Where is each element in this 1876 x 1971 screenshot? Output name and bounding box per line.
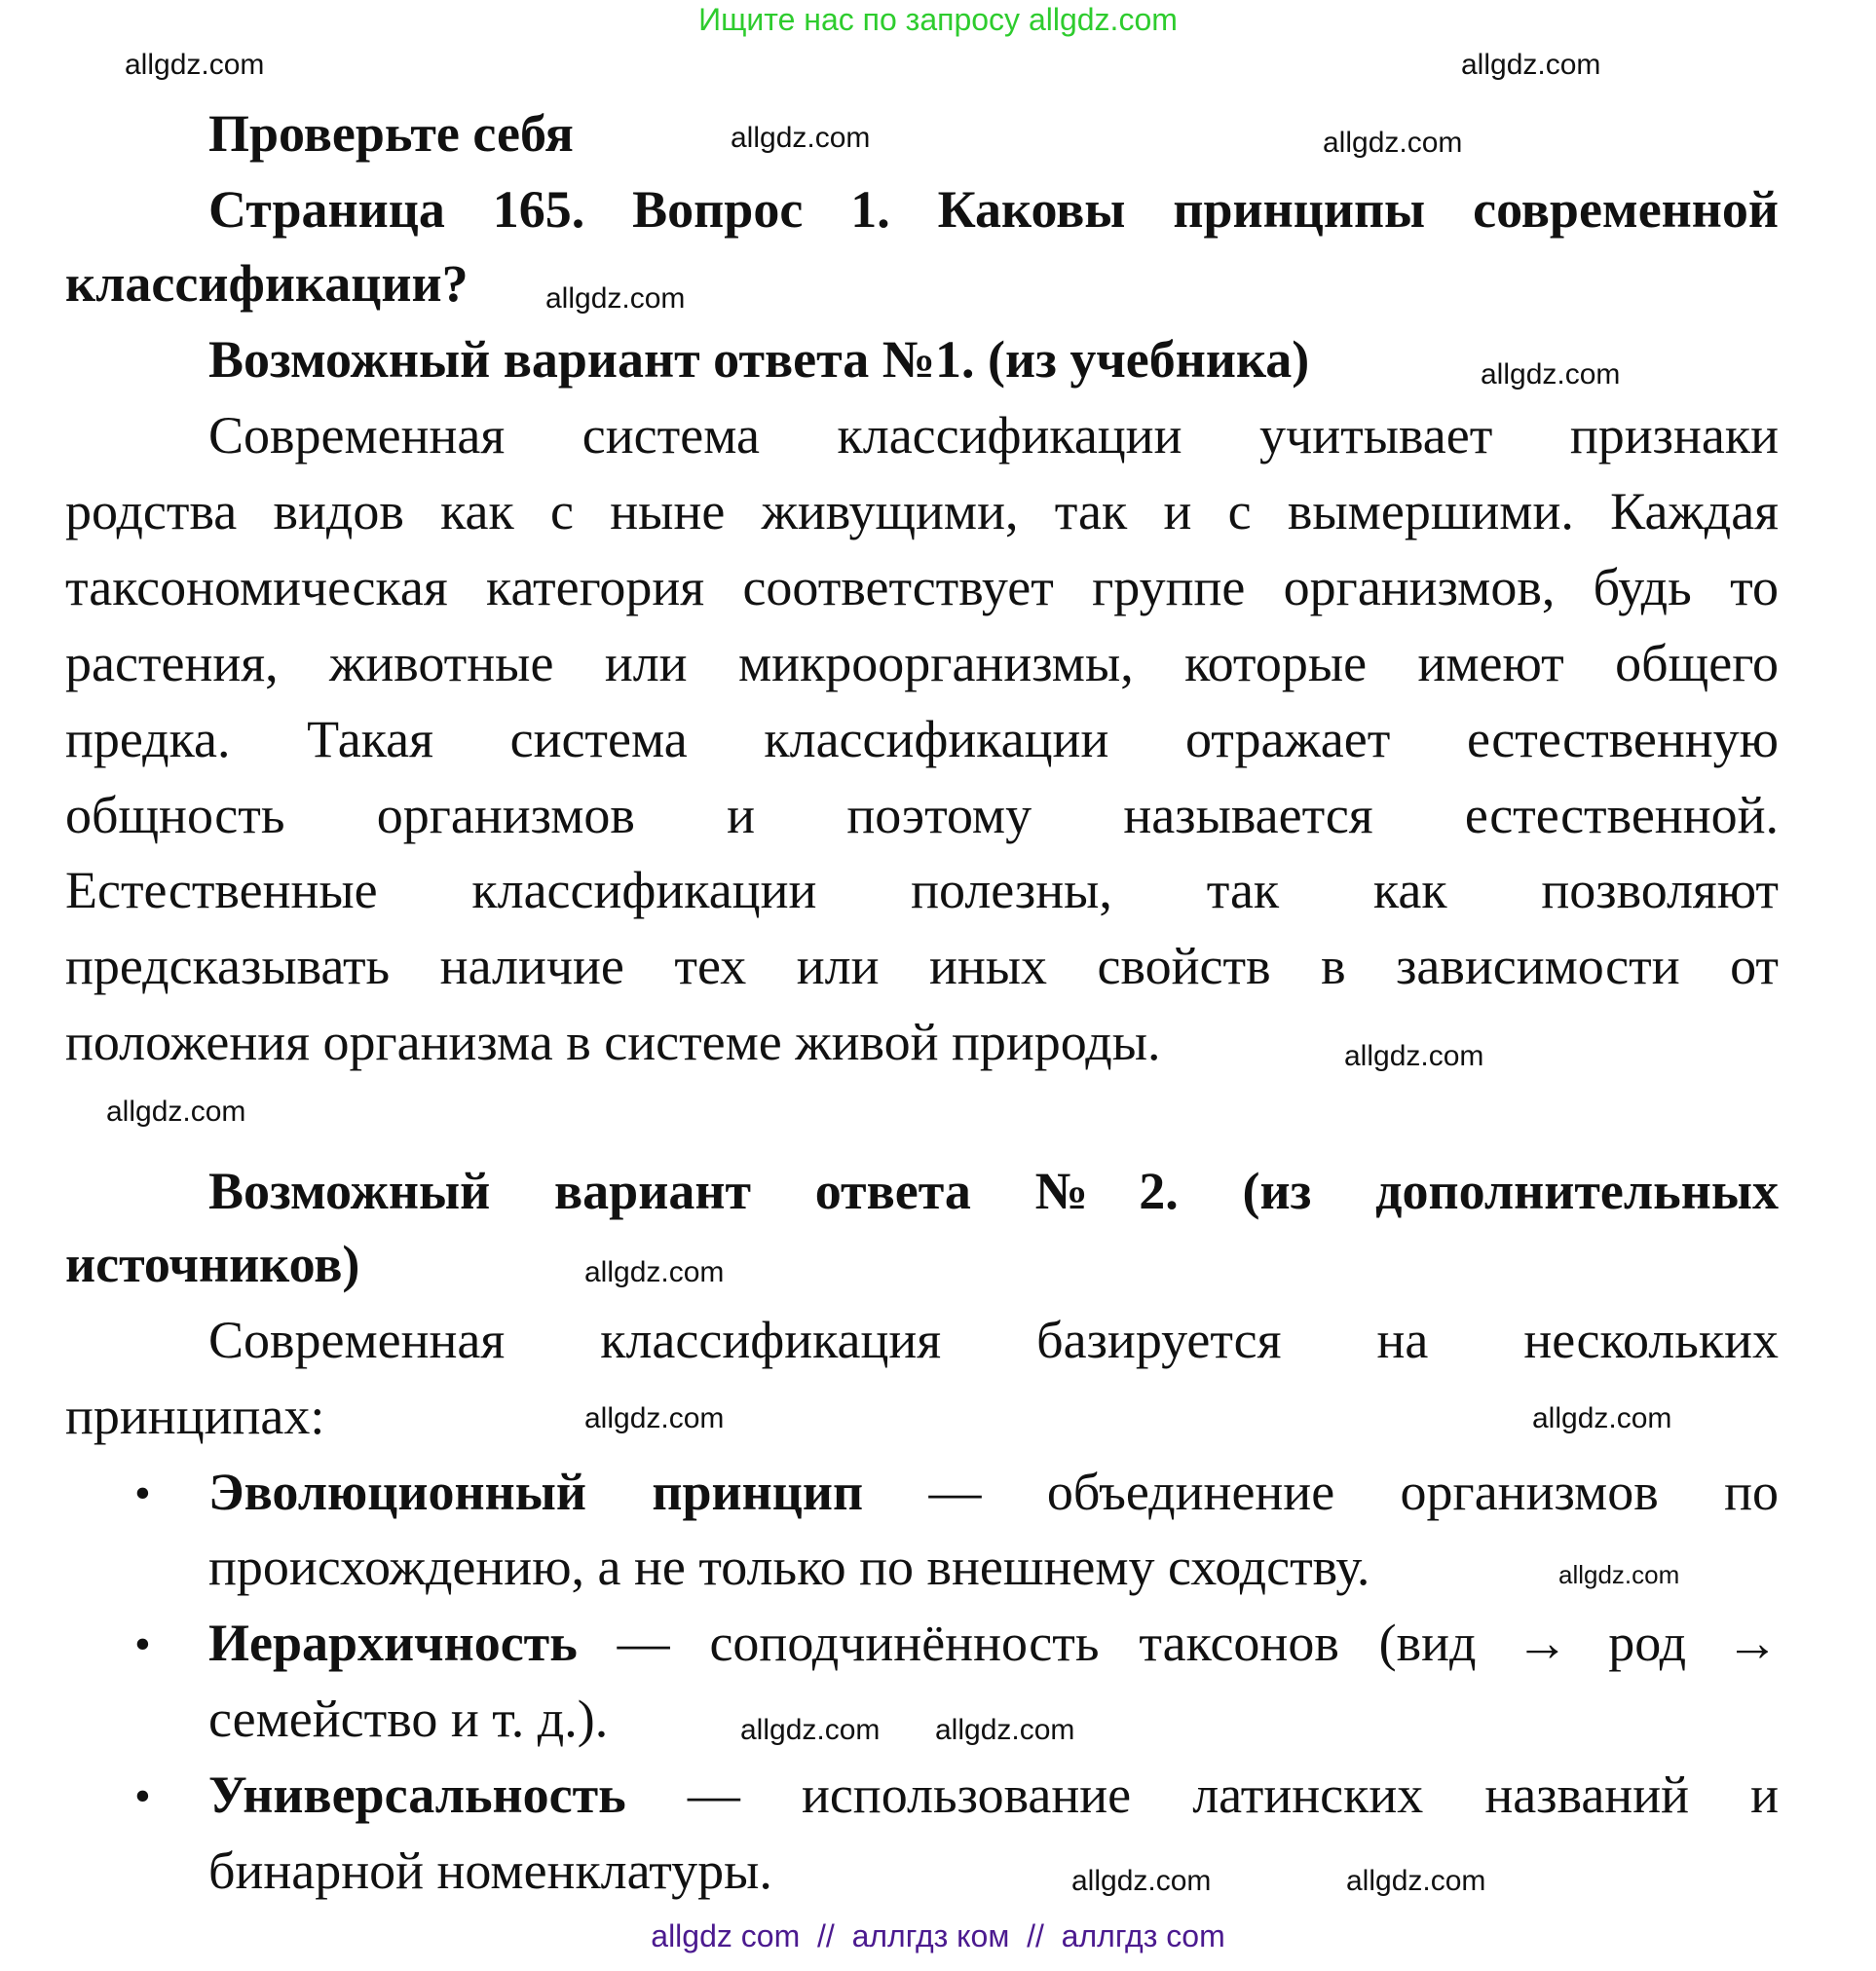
text: общность организмов и поэтому называется естественной. [65,786,1779,844]
answer2-intro [208,1311,1779,1369]
watermark-link[interactable]: allgdz.com [1558,1560,1680,1589]
bold-text: Страница 165. Вопрос 1. Каковы принципы современной [208,180,1779,239]
answer2-heading [208,1162,1779,1220]
text: семейство и т. д.). [208,1690,609,1748]
bold-text: Проверьте себя [208,104,574,163]
site-footer[interactable]: allgdz com // аллгдз ком // аллгдз com [651,1918,1225,1953]
text: предсказывать наличие тех или иных свойств в зависимости от [65,937,1779,995]
bold-text: источников) [65,1235,360,1293]
principle-item [208,1463,1779,1521]
bold-text: Возможный вариант ответа №1. (из учебника) [208,330,1310,389]
bold-text: Эволюционный принцип [208,1463,864,1521]
answer1-line [208,406,1779,465]
answer1-line [65,558,1779,616]
watermark-link[interactable]: allgdz.com [584,1256,725,1288]
search-hint-header[interactable]: Ищите нас по запросу allgdz.com [698,2,1178,37]
text: происхождению, а не только по внешнему сходству. [208,1538,1370,1596]
answer1-heading [208,330,1309,389]
watermark-link[interactable]: allgdz.com [935,1714,1075,1746]
bold-text: классификации? [65,254,469,313]
watermark-link[interactable]: allgdz.com [740,1714,881,1746]
watermark-link[interactable]: allgdz.com [125,49,265,81]
text: Естественные классификации полезны, так как позволяют [65,861,1779,919]
principle-item-cont [208,1538,1369,1596]
answer1-line [65,482,1779,540]
watermark-link[interactable]: allgdz.com [1344,1040,1484,1072]
bullet-icon: • [134,1770,151,1822]
bold-text: Возможный вариант ответа №2. (из дополнительных [208,1162,1779,1220]
text: предка. Такая система классификации отражает естественную [65,710,1779,768]
answer1-line [65,937,1779,995]
text: таксономическая категория соответствует группе организмов, будь то [65,558,1779,616]
principle-item-cont [208,1841,772,1900]
watermark-link[interactable]: allgdz.com [1346,1865,1486,1897]
principle-item [208,1614,1779,1672]
question-heading [208,180,1779,239]
watermark-link[interactable]: allgdz.com [1071,1865,1212,1897]
bullet-icon: • [134,1618,151,1670]
text: — соподчинённость таксонов (вид → род → [577,1614,1779,1672]
answer2-intro-cont [65,1387,324,1445]
text: принципах: [65,1387,325,1445]
answer1-line [65,786,1779,844]
text: — использование латинских названий и [625,1766,1779,1824]
answer1-line [65,634,1779,692]
text: бинарной номенклатуры. [208,1841,772,1900]
text: Современная классификация базируется на нескольких [208,1311,1779,1369]
watermark-link[interactable]: allgdz.com [1323,127,1463,159]
principle-item-cont [208,1690,608,1748]
watermark-link[interactable]: allgdz.com [1532,1402,1672,1434]
watermark-link[interactable]: allgdz.com [545,282,686,315]
bold-text: Иерархичность [208,1614,578,1672]
watermark-link[interactable]: allgdz.com [1481,358,1621,390]
answer1-line [65,861,1779,919]
section-title [208,104,574,163]
text: положения организма в системе живой природы. [65,1013,1161,1071]
watermark-link[interactable]: allgdz.com [106,1096,246,1128]
text: растения, животные или микроорганизмы, которые имеют общего [65,634,1779,692]
text: родства видов как с ныне живущими, так и с вымершими. Каждая [65,482,1779,540]
bold-text: Универсальность [208,1766,626,1824]
text: — объединение организмов по [863,1463,1779,1521]
bullet-icon: • [134,1468,151,1519]
question-heading-cont [65,254,469,313]
answer1-line [65,1013,1161,1071]
answer2-heading-cont [65,1235,359,1293]
watermark-link[interactable]: allgdz.com [1461,49,1601,81]
text: Современная система классификации учитывает признаки [208,406,1779,465]
answer1-line [65,710,1779,768]
principle-item [208,1766,1779,1824]
watermark-link[interactable]: allgdz.com [731,122,871,154]
watermark-link[interactable]: allgdz.com [584,1402,725,1434]
